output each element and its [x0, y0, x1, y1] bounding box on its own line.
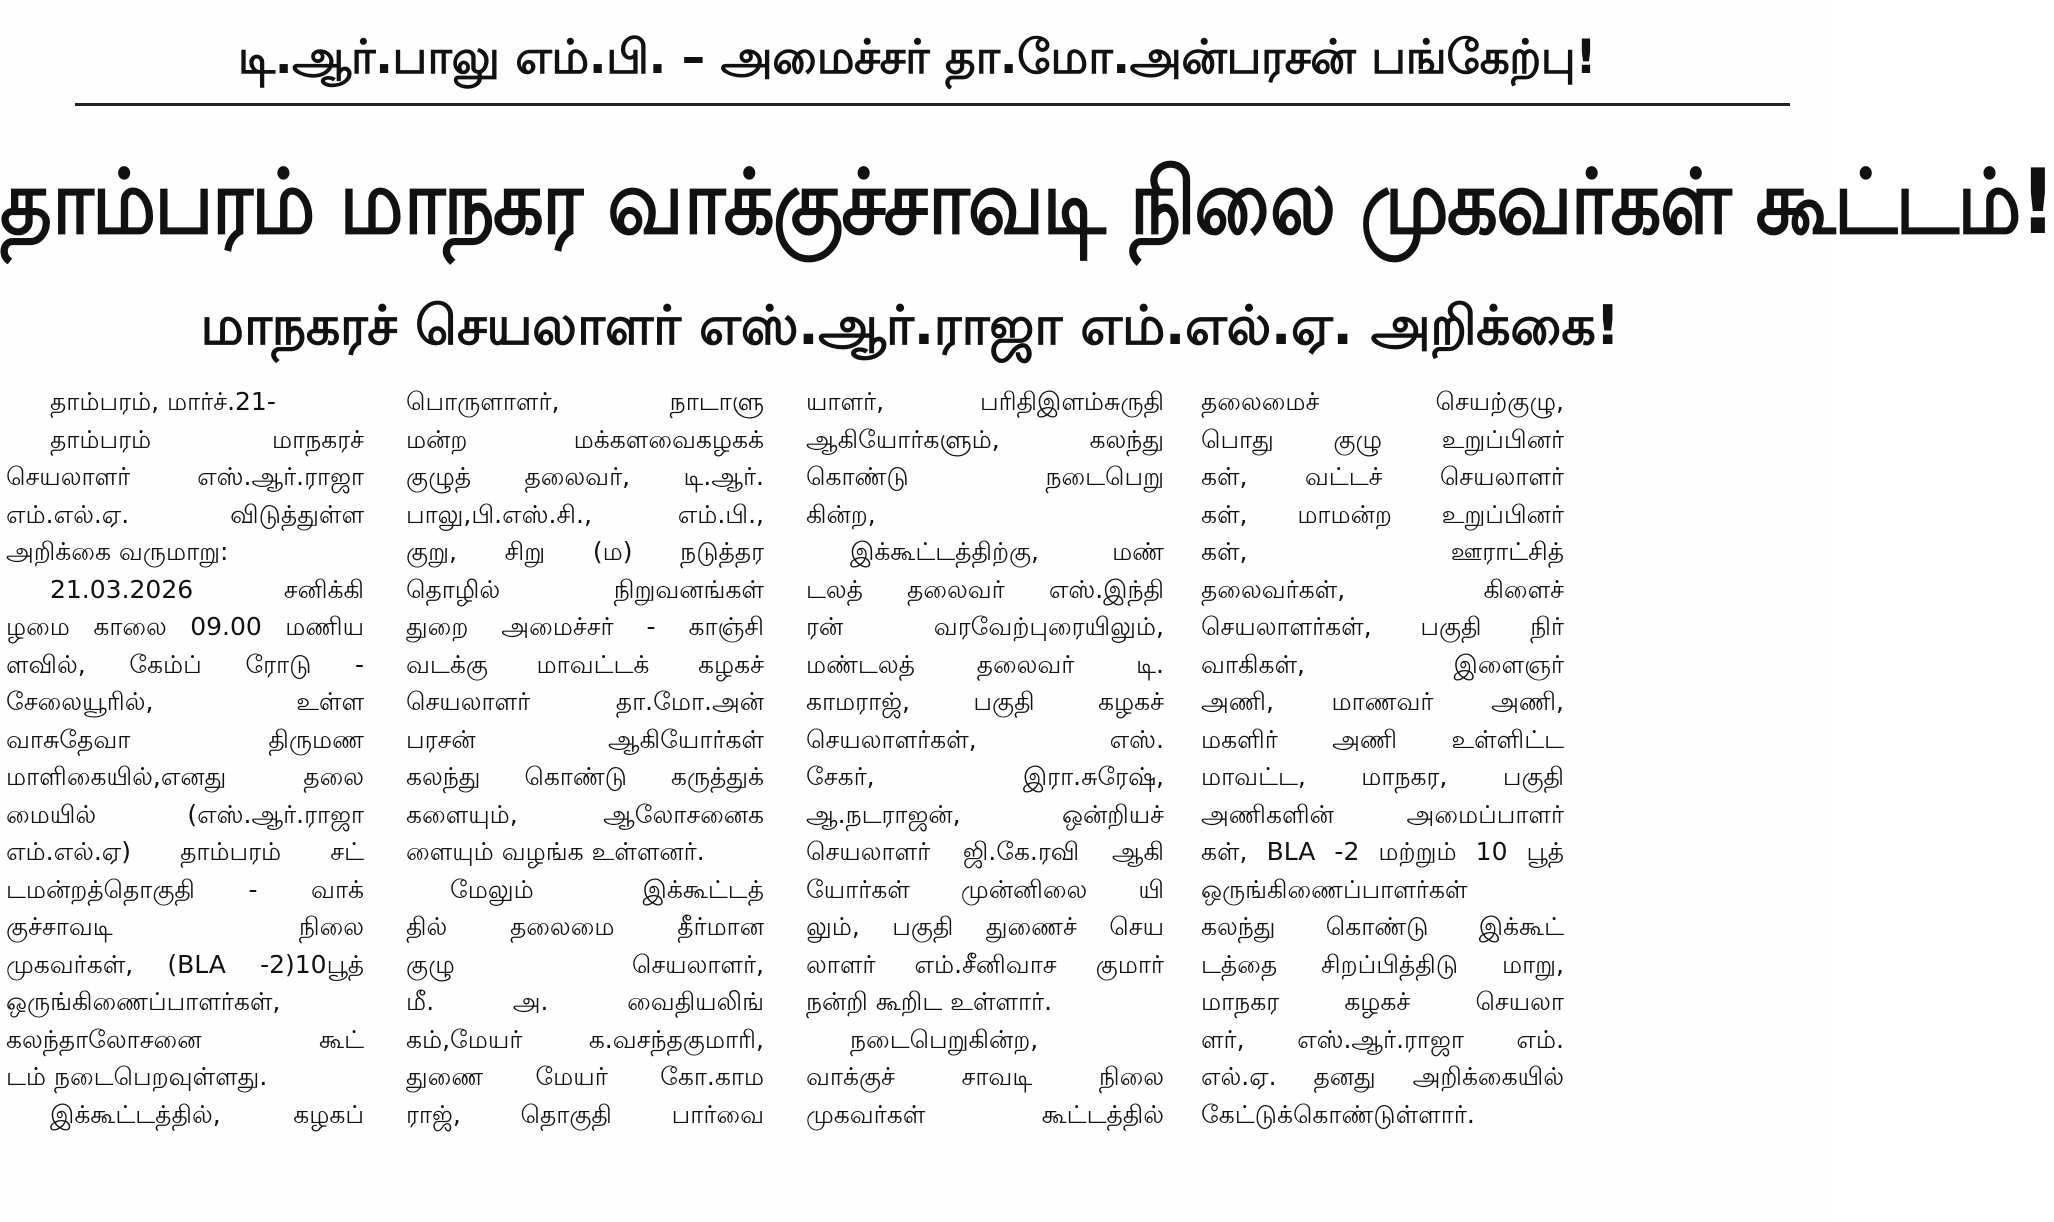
text-line: கலந்து கொண்டு இக்கூட் — [1201, 912, 1564, 941]
text-line: மையில் (எஸ்.ஆர்.ராஜா — [6, 799, 364, 829]
text-line: ளர், எஸ்.ஆர்.ராஜா எம். — [1201, 1024, 1564, 1054]
text-line: குறு, சிறு (ம) நடுத்தர — [406, 537, 764, 566]
text-line: குழு செயலாளர், — [406, 949, 764, 979]
text-line: டலத் தலைவர் எஸ்.இந்தி — [806, 574, 1164, 604]
text-line: தில் தலைமை தீர்மான — [406, 912, 764, 941]
kicker-divider — [75, 103, 1790, 106]
text-line: லும், பகுதி துணைச் செய — [806, 912, 1164, 941]
text-line: அணி, மாணவர் அணி, — [1201, 687, 1564, 716]
text-line: ராஜ், தொகுதி பார்வை — [406, 1099, 764, 1129]
text-line: ழமை காலை 09.00 மணிய — [6, 612, 364, 641]
text-line: தொழில் நிறுவனங்கள் — [406, 574, 764, 604]
article-body — [0, 383, 1834, 1222]
text-line: சேகர், இரா.சுரேஷ், — [806, 762, 1164, 791]
text-line: இக்கூட்டத்திற்கு, மண் — [850, 537, 1164, 566]
text-line: பொது குழு உறுப்பினர் — [1201, 424, 1564, 454]
text-line: கலந்தாலோசனை கூட் — [6, 1024, 364, 1054]
text-line: செயலாளர் எஸ்.ஆர்.ராஜா — [6, 462, 364, 491]
article-column-2 — [400, 383, 770, 1222]
text-line: அணிகளின் அமைப்பாளர் — [1201, 799, 1564, 829]
text-line: மகளிர் அணி உள்ளிட்ட — [1201, 724, 1564, 754]
text-line: லாளர் எம்.சீனிவாச குமார் — [806, 949, 1164, 979]
text-line: கம்,மேயர் க.வசந்தகுமாரி, — [406, 1024, 764, 1054]
text-line: துறை அமைச்சர் - காஞ்சி — [406, 612, 764, 641]
text-line: கள், மாமன்ற உறுப்பினர் — [1201, 499, 1564, 529]
text-line: செயலாளர் தா.மோ.அன் — [406, 687, 764, 716]
article-headline: தாம்பரம் மாநகர வாக்குச்சாவடி நிலை முகவர்கள் கூட்டம்! — [0, 150, 2054, 255]
text-line: வாகிகள், இளைஞர் — [1201, 649, 1564, 679]
text-line: ளவில், கேம்ப் ரோடு - — [6, 649, 364, 679]
text-line: சேலையூரில், உள்ள — [6, 687, 364, 716]
text-line: டம் நடைபெறவுள்ளது. — [6, 1062, 268, 1091]
text-line: மாவட்ட, மாநகர, பகுதி — [1201, 762, 1564, 791]
text-line: தலைவர்கள், கிளைச் — [1201, 574, 1564, 604]
article-column-3 — [800, 383, 1170, 1222]
text-line: குச்சாவடி நிலை — [6, 912, 364, 941]
text-line: கள், BLA -2 மற்றும் 10 பூத் — [1201, 837, 1564, 866]
text-line: 21.03.2026 சனிக்கி — [50, 574, 364, 604]
text-line: எம்.எல்.ஏ. விடுத்துள்ள — [6, 499, 364, 529]
text-line: களையும், ஆலோசனைக — [406, 799, 764, 829]
text-line: டத்தை சிறப்பித்திடு மாறு, — [1201, 949, 1564, 979]
text-line: ரன் வரவேற்புரையிலும், — [806, 612, 1164, 641]
text-line: ஆகியோர்களும், கலந்து — [806, 424, 1164, 454]
text-line: வாசுதேவா திருமண — [6, 724, 364, 754]
text-line: எம்.எல்.ஏ) தாம்பரம் சட் — [6, 837, 364, 866]
text-line: டமன்றத்தொகுதி - வாக் — [6, 874, 364, 904]
text-line: முகவர்கள் கூட்டத்தில் — [806, 1099, 1164, 1129]
text-line: முகவர்கள், (BLA -2)10பூத் — [6, 949, 364, 979]
text-line: கின்ற, — [806, 499, 876, 529]
text-line: பாலு,பி.எஸ்.சி., எம்.பி., — [406, 499, 764, 529]
text-line: நடைபெறுகின்ற, — [850, 1024, 1039, 1054]
text-line: மீ. அ. வைதியலிங் — [406, 987, 764, 1016]
text-line: கள், ஊராட்சித் — [1201, 537, 1564, 566]
text-line: தாம்பரம், மார்ச்.21- — [50, 387, 276, 416]
article-column-1 — [0, 383, 370, 1222]
text-line: துணை மேயர் கோ.காம — [406, 1062, 764, 1091]
article-kicker: டி.ஆர்.பாலு எம்.பி. – அமைச்சர் தா.மோ.அன்பரசன் பங்கேற்பு! — [237, 30, 1597, 85]
text-line: மண்டலத் தலைவர் டி. — [806, 649, 1164, 679]
text-line: காமராஜ், பகுதி கழகச் — [806, 687, 1164, 716]
text-line: ஒருங்கிணைப்பாளர்கள் — [1201, 874, 1468, 904]
text-line: அறிக்கை வருமாறு: — [6, 537, 229, 566]
text-line: எல்.ஏ. தனது அறிக்கையில் — [1201, 1062, 1564, 1091]
text-line: நன்றி கூறிட உள்ளார். — [806, 987, 1053, 1016]
article-column-4 — [1195, 383, 1570, 1222]
text-line: யாளர், பரிதிஇளம்சுருதி — [806, 387, 1164, 416]
text-line: கலந்து கொண்டு கருத்துக் — [406, 762, 764, 791]
text-line: மேலும் இக்கூட்டத் — [450, 874, 764, 904]
text-line: செயலாளர்கள், பகுதி நிர் — [1201, 612, 1564, 641]
text-line: மாநகர கழகச் செயலா — [1201, 987, 1564, 1016]
text-line: வாக்குச் சாவடி நிலை — [806, 1062, 1164, 1091]
text-line: கள், வட்டச் செயலாளர் — [1201, 462, 1564, 491]
article-subhead: மாநகரச் செயலாளர் எஸ்.ஆர்.ராஜா எம்.எல்.ஏ. அறிக்கை! — [200, 294, 1620, 357]
text-line: பரசன் ஆகியோர்கள் — [406, 724, 764, 754]
text-line: ளையும் வழங்க உள்ளனர். — [406, 837, 705, 866]
text-line: கேட்டுக்கொண்டுள்ளார். — [1201, 1099, 1475, 1129]
text-line: தலைமைச் செயற்குழு, — [1201, 387, 1564, 416]
text-line: ஆ.நடராஜன், ஒன்றியச் — [806, 799, 1164, 829]
text-line: கொண்டு நடைபெறு — [806, 462, 1164, 491]
text-line: வடக்கு மாவட்டக் கழகச் — [406, 649, 764, 679]
text-line: செயலாளர் ஜி.கே.ரவி ஆகி — [806, 837, 1164, 866]
text-line: செயலாளர்கள், எஸ். — [806, 724, 1164, 754]
text-line: இக்கூட்டத்தில், கழகப் — [50, 1099, 364, 1129]
text-line: குழுத் தலைவர், டி.ஆர். — [406, 462, 764, 491]
text-line: யோர்கள் முன்னிலை யி — [806, 874, 1164, 904]
text-line: தாம்பரம் மாநகரச் — [50, 424, 364, 454]
text-line: ஒருங்கிணைப்பாளர்கள், — [6, 987, 281, 1016]
text-line: மாளிகையில்,எனது தலை — [6, 762, 364, 791]
text-line: பொருளாளர், நாடாளு — [406, 387, 764, 416]
text-line: மன்ற மக்களவைகழகக் — [406, 424, 764, 454]
